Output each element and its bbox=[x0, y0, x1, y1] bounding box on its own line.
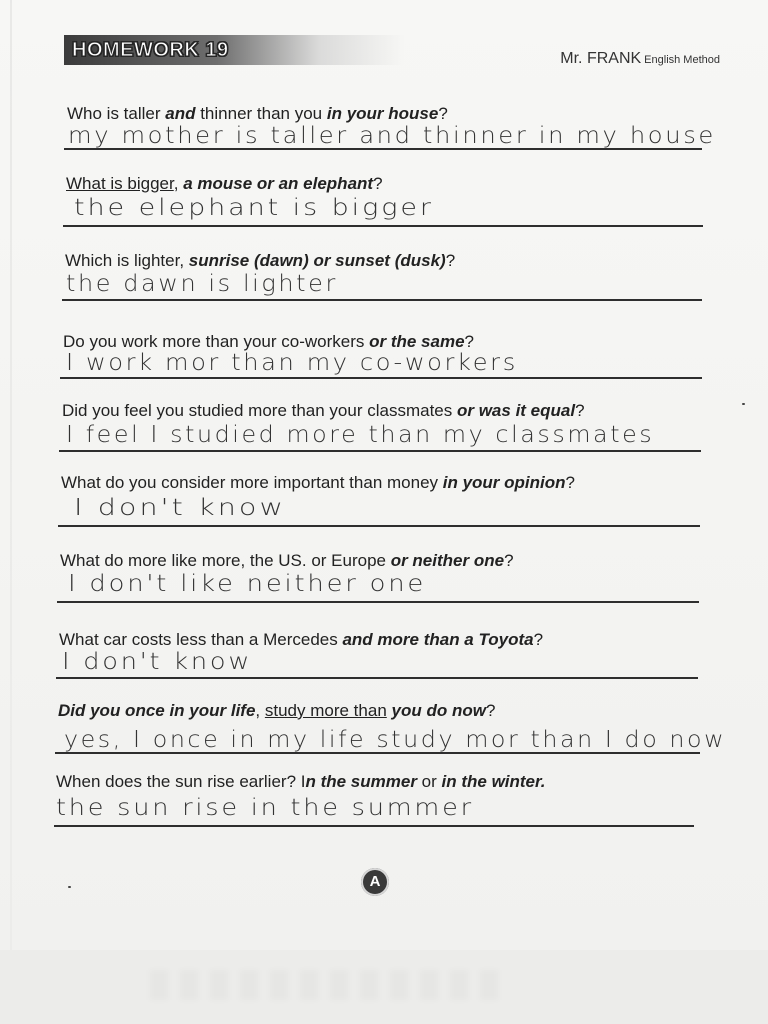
handwritten-answer: the sun rise in the summer bbox=[56, 795, 474, 821]
brand-main: Mr. FRANK bbox=[560, 50, 642, 67]
question-segment: ? bbox=[464, 332, 475, 351]
question-text bbox=[65, 251, 455, 271]
handwritten-answer: the elephant is bigger bbox=[74, 195, 434, 221]
handwritten-answer: the dawn is lighter bbox=[66, 271, 338, 297]
handwritten-answer: I don't like neither one bbox=[68, 571, 427, 597]
question-text bbox=[59, 630, 543, 650]
question-segment: and bbox=[165, 104, 196, 123]
question-segment: in your opinion bbox=[442, 473, 566, 492]
question-segment: Did you feel you studied more than your classmates bbox=[62, 401, 457, 420]
scan-speck bbox=[742, 403, 745, 405]
question-segment: ? bbox=[438, 104, 448, 123]
answer-line bbox=[57, 601, 699, 603]
question-segment: Who is taller bbox=[67, 104, 166, 123]
answer-line bbox=[55, 752, 700, 754]
question-segment: Do you work more than your co-workers bbox=[63, 332, 370, 351]
question-segment: you do now bbox=[391, 701, 486, 720]
brand-sub: English Method bbox=[644, 54, 720, 66]
bleed-through-text bbox=[150, 970, 510, 1000]
page-edge-shadow bbox=[10, 0, 12, 950]
question-segment: Did you once in your life bbox=[58, 701, 256, 720]
question-segment: n the summer bbox=[305, 772, 417, 791]
homework-title: HOMEWORK 19 bbox=[72, 38, 229, 61]
question-segment: sunrise (dawn) or sunset (dusk) bbox=[188, 251, 446, 270]
question-segment: a mouse or an elephant bbox=[183, 174, 374, 193]
answer-line bbox=[59, 450, 701, 452]
handwritten-answer: I don't know bbox=[74, 495, 286, 521]
homework-title-badge bbox=[64, 35, 404, 65]
question-segment: When does the sun rise earlier? I bbox=[56, 772, 306, 791]
question-segment: thinner than you bbox=[195, 104, 327, 123]
answer-line bbox=[58, 525, 700, 527]
answer-line bbox=[62, 299, 702, 301]
question-text bbox=[60, 551, 514, 571]
question-segment: or neither one bbox=[390, 551, 505, 570]
question-text bbox=[58, 701, 495, 721]
question-segment: , bbox=[255, 701, 265, 720]
question-segment: or was it equal bbox=[456, 401, 576, 420]
question-text bbox=[62, 401, 585, 421]
question-segment: ? bbox=[373, 174, 383, 193]
question-text bbox=[56, 772, 545, 792]
question-segment: study more than bbox=[264, 701, 387, 720]
question-segment: ? bbox=[485, 701, 496, 720]
question-segment: , bbox=[173, 174, 184, 193]
question-segment: ? bbox=[575, 401, 585, 420]
question-segment: or bbox=[416, 772, 442, 791]
question-segment: or the same bbox=[369, 332, 465, 351]
question-text bbox=[67, 104, 448, 124]
question-segment: in your house bbox=[326, 104, 439, 123]
question-segment: ? bbox=[445, 251, 456, 270]
question-text bbox=[66, 174, 383, 194]
answer-line bbox=[63, 225, 703, 227]
question-segment: ? bbox=[504, 551, 514, 570]
question-segment: in the winter. bbox=[441, 772, 546, 791]
answer-line bbox=[64, 148, 702, 150]
question-segment: ? bbox=[533, 630, 544, 649]
question-segment: What do you consider more important than money bbox=[61, 473, 443, 492]
question-segment: ? bbox=[565, 473, 575, 492]
answer-line bbox=[56, 677, 698, 679]
question-segment: What is bigger bbox=[66, 174, 174, 193]
answer-line bbox=[60, 377, 702, 379]
question-segment: and more than a Toyota bbox=[342, 630, 534, 649]
next-page-shadow bbox=[0, 950, 768, 1024]
handwritten-answer: my mother is taller and thinner in my house bbox=[68, 123, 716, 149]
handwritten-answer: I don't know bbox=[62, 649, 253, 675]
question-text bbox=[61, 473, 575, 493]
brand-label bbox=[560, 50, 720, 68]
answer-line bbox=[54, 825, 694, 827]
question-segment: Which is lighter, bbox=[65, 251, 189, 270]
handwritten-answer: I feel I studied more than my classmates bbox=[66, 422, 655, 448]
handwritten-answer: yes, I once in my life study mor than I do now bbox=[64, 727, 727, 753]
question-segment: What car costs less than a Mercedes bbox=[59, 630, 343, 649]
scan-speck bbox=[68, 886, 71, 888]
page-marker-badge: A bbox=[361, 868, 389, 896]
question-text bbox=[63, 332, 474, 352]
question-segment: What do more like more, the US. or Europe bbox=[60, 551, 391, 570]
handwritten-answer: I work mor than my co-workers bbox=[66, 350, 518, 376]
